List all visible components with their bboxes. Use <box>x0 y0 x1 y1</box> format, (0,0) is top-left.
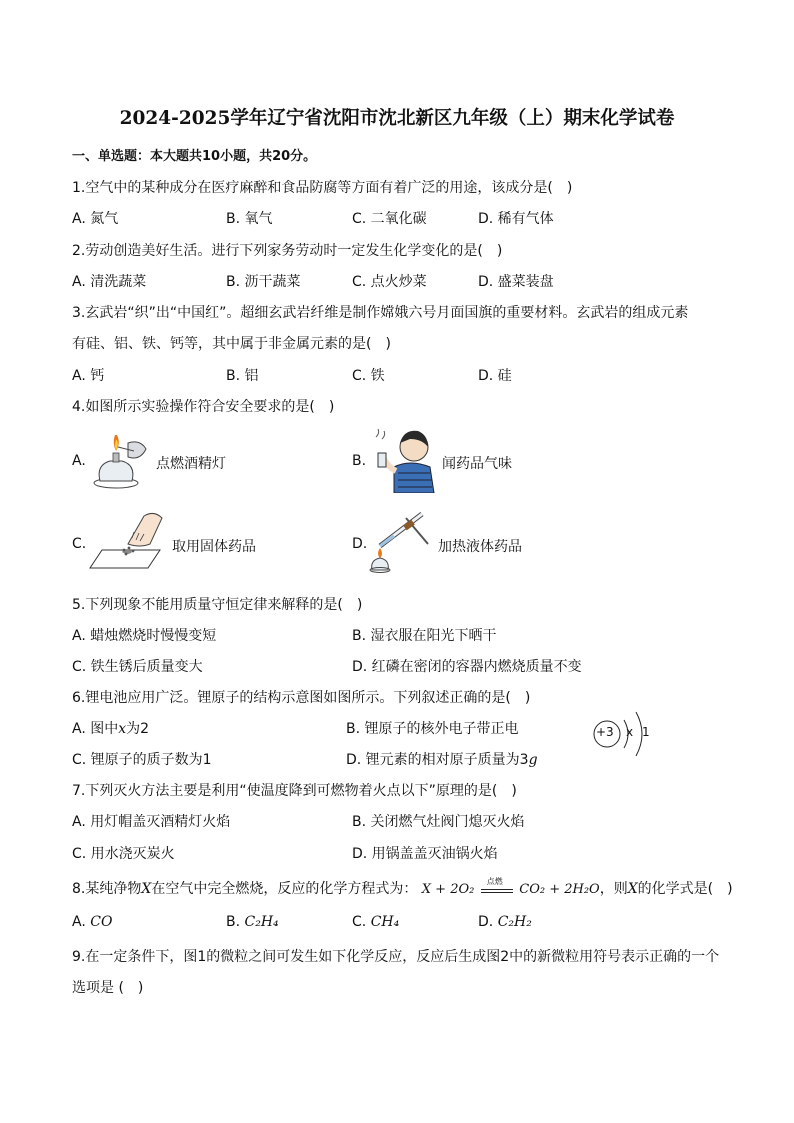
atom-nucleus-charge: +3 <box>596 725 614 739</box>
q4-option-d-letter[interactable]: D. <box>352 536 368 552</box>
question-1-stem: 1.空气中的某种成分在医疗麻醉和食品防腐等方面有着广泛的用途，该成分是( ) <box>72 180 573 196</box>
q2-option-a[interactable]: A. 清洗蔬菜 <box>72 274 147 290</box>
q2-option-d[interactable]: D. 盛菜装盘 <box>478 274 554 290</box>
q5-option-a[interactable]: A. 蜡烛燃烧时慢慢变短 <box>72 628 217 644</box>
section-heading: 一、单选题：本大题共10小题，共20分。 <box>72 149 317 164</box>
atom-first-shell-x: x <box>626 725 634 739</box>
q5-option-b[interactable]: B. 湿衣服在阳光下晒干 <box>352 628 497 644</box>
q8-b-formula: C₂H₄ <box>244 914 279 930</box>
q8-equation-right: CO₂ + 2H₂O <box>519 882 600 897</box>
q8-option-d[interactable] <box>478 914 532 930</box>
q8-c-formula: CH₄ <box>370 914 400 930</box>
q5-option-d[interactable]: D. 红磷在密闭的容器内燃烧质量不变 <box>352 659 582 675</box>
take-solid-chemical-figure <box>88 508 174 572</box>
q7-option-d[interactable]: D. 用锅盖盖灭油锅火焰 <box>352 846 498 862</box>
question-4-stem: 4.如图所示实验操作符合安全要求的是( ) <box>72 399 335 415</box>
q5-option-c[interactable]: C. 铁生锈后质量变大 <box>72 659 203 675</box>
q8-option-c[interactable] <box>352 914 399 930</box>
question-3-stem-line1: 3.玄武岩“织”出“中国红”。超细玄武岩纤维是制作嫦娥六号月面国旗的重要材料。玄武岩的组成元素 <box>72 305 689 321</box>
q6-option-c[interactable]: C. 锂原子的质子数为1 <box>72 752 212 768</box>
q4-option-b-letter[interactable]: B. <box>352 453 367 469</box>
atom-second-shell-one: 1 <box>642 725 650 739</box>
q8-stem-mid: 在空气中完全燃烧，反应的化学方程式为： <box>151 881 418 897</box>
alcohol-lamp-lighting-figure <box>88 425 156 491</box>
question-2-stem: 2.劳动创造美好生活。进行下列家务劳动时一定发生化学变化的是( ) <box>72 243 503 259</box>
q1-option-d[interactable]: D. 稀有气体 <box>478 211 554 227</box>
q3-option-d[interactable]: D. 硅 <box>478 368 512 384</box>
question-8-stem <box>72 878 733 898</box>
q8-stem-pre: 8.某纯净物 <box>72 881 142 897</box>
q4-option-a-label: 点燃酒精灯 <box>156 456 226 472</box>
q4-option-c-label: 取用固体药品 <box>172 539 256 555</box>
q8-stem-post1: ，则 <box>599 881 628 897</box>
q6-a-variable: x <box>118 721 127 737</box>
q8-option-b[interactable] <box>226 914 279 930</box>
q8-stem-post2: 的化学式是( ) <box>637 881 733 897</box>
q2-option-c[interactable]: C. 点火炒菜 <box>352 274 427 290</box>
q7-option-a[interactable]: A. 用灯帽盖灭酒精灯火焰 <box>72 814 231 830</box>
q8-equation-left: X + 2O₂ <box>421 882 475 897</box>
q8-option-a[interactable] <box>72 914 112 930</box>
question-6-stem: 6.锂电池应用广泛。锂原子的结构示意图如图所示。下列叙述正确的是( ) <box>72 690 531 706</box>
q6-a-text-pre: A. 图中 <box>72 721 119 737</box>
q7-option-b[interactable]: B. 关闭燃气灶阀门熄灭火焰 <box>352 814 525 830</box>
q3-option-a[interactable]: A. 钙 <box>72 368 105 384</box>
exam-title: 2024-2025学年辽宁省沈阳市沈北新区九年级（上）期末化学试卷 <box>119 108 675 129</box>
q3-option-c[interactable]: C. 铁 <box>352 368 385 384</box>
q6-option-d[interactable] <box>346 749 538 769</box>
question-3-stem-line2: 有硅、铝、铁、钙等，其中属于非金属元素的是( ) <box>72 336 391 352</box>
q8-d-letter: D. <box>478 914 498 930</box>
question-9-stem-line1: 9.在一定条件下，图1的微粒之间可发生如下化学反应，反应后生成图2中的新微粒用符号表示正确的一个 <box>72 949 720 965</box>
q8-a-formula: CO <box>90 914 113 930</box>
q6-d-text-pre: D. 锂元素的相对原子质量为3 <box>346 752 529 768</box>
question-5-stem: 5.下列现象不能用质量守恒定律来解释的是( ) <box>72 597 363 613</box>
q6-d-unit: g <box>528 752 538 768</box>
q1-option-a[interactable]: A. 氮气 <box>72 211 119 227</box>
heating-liquid-figure <box>366 508 438 574</box>
q4-option-d-label: 加热液体药品 <box>438 539 522 555</box>
question-7-stem: 7.下列灭火方法主要是利用“使温度降到可燃物着火点以下”原理的是( ) <box>72 783 517 799</box>
q8-equals-line <box>481 889 513 893</box>
q8-a-letter: A. <box>72 914 91 930</box>
lithium-atom-structure-diagram <box>590 706 660 762</box>
q4-option-c-letter[interactable]: C. <box>72 536 87 552</box>
smelling-chemical-figure <box>370 423 442 493</box>
q3-option-b[interactable]: B. 铝 <box>226 368 259 384</box>
q8-d-formula: C₂H₂ <box>497 914 532 930</box>
question-9-stem-line2: 选项是 ( ) <box>72 980 144 996</box>
q8-x: X <box>141 881 152 897</box>
q8-b-letter: B. <box>226 914 245 930</box>
q6-option-b[interactable]: B. 锂原子的核外电子带正电 <box>346 721 519 737</box>
q6-option-a[interactable] <box>72 718 149 738</box>
q4-option-a-letter[interactable]: A. <box>72 453 86 469</box>
q4-option-b-label: 闻药品气味 <box>442 456 512 472</box>
q1-option-c[interactable]: C. 二氧化碳 <box>352 211 427 227</box>
q1-option-b[interactable]: B. 氧气 <box>226 211 273 227</box>
q8-condition: 点燃 <box>486 877 503 886</box>
q7-option-c[interactable]: C. 用水浇灭炭火 <box>72 846 175 862</box>
q6-a-text-post: 为2 <box>126 721 150 737</box>
q8-c-letter: C. <box>352 914 371 930</box>
q2-option-b[interactable]: B. 沥干蔬菜 <box>226 274 301 290</box>
q8-x2: X <box>627 881 638 897</box>
q8-equation-arrow <box>479 877 515 896</box>
